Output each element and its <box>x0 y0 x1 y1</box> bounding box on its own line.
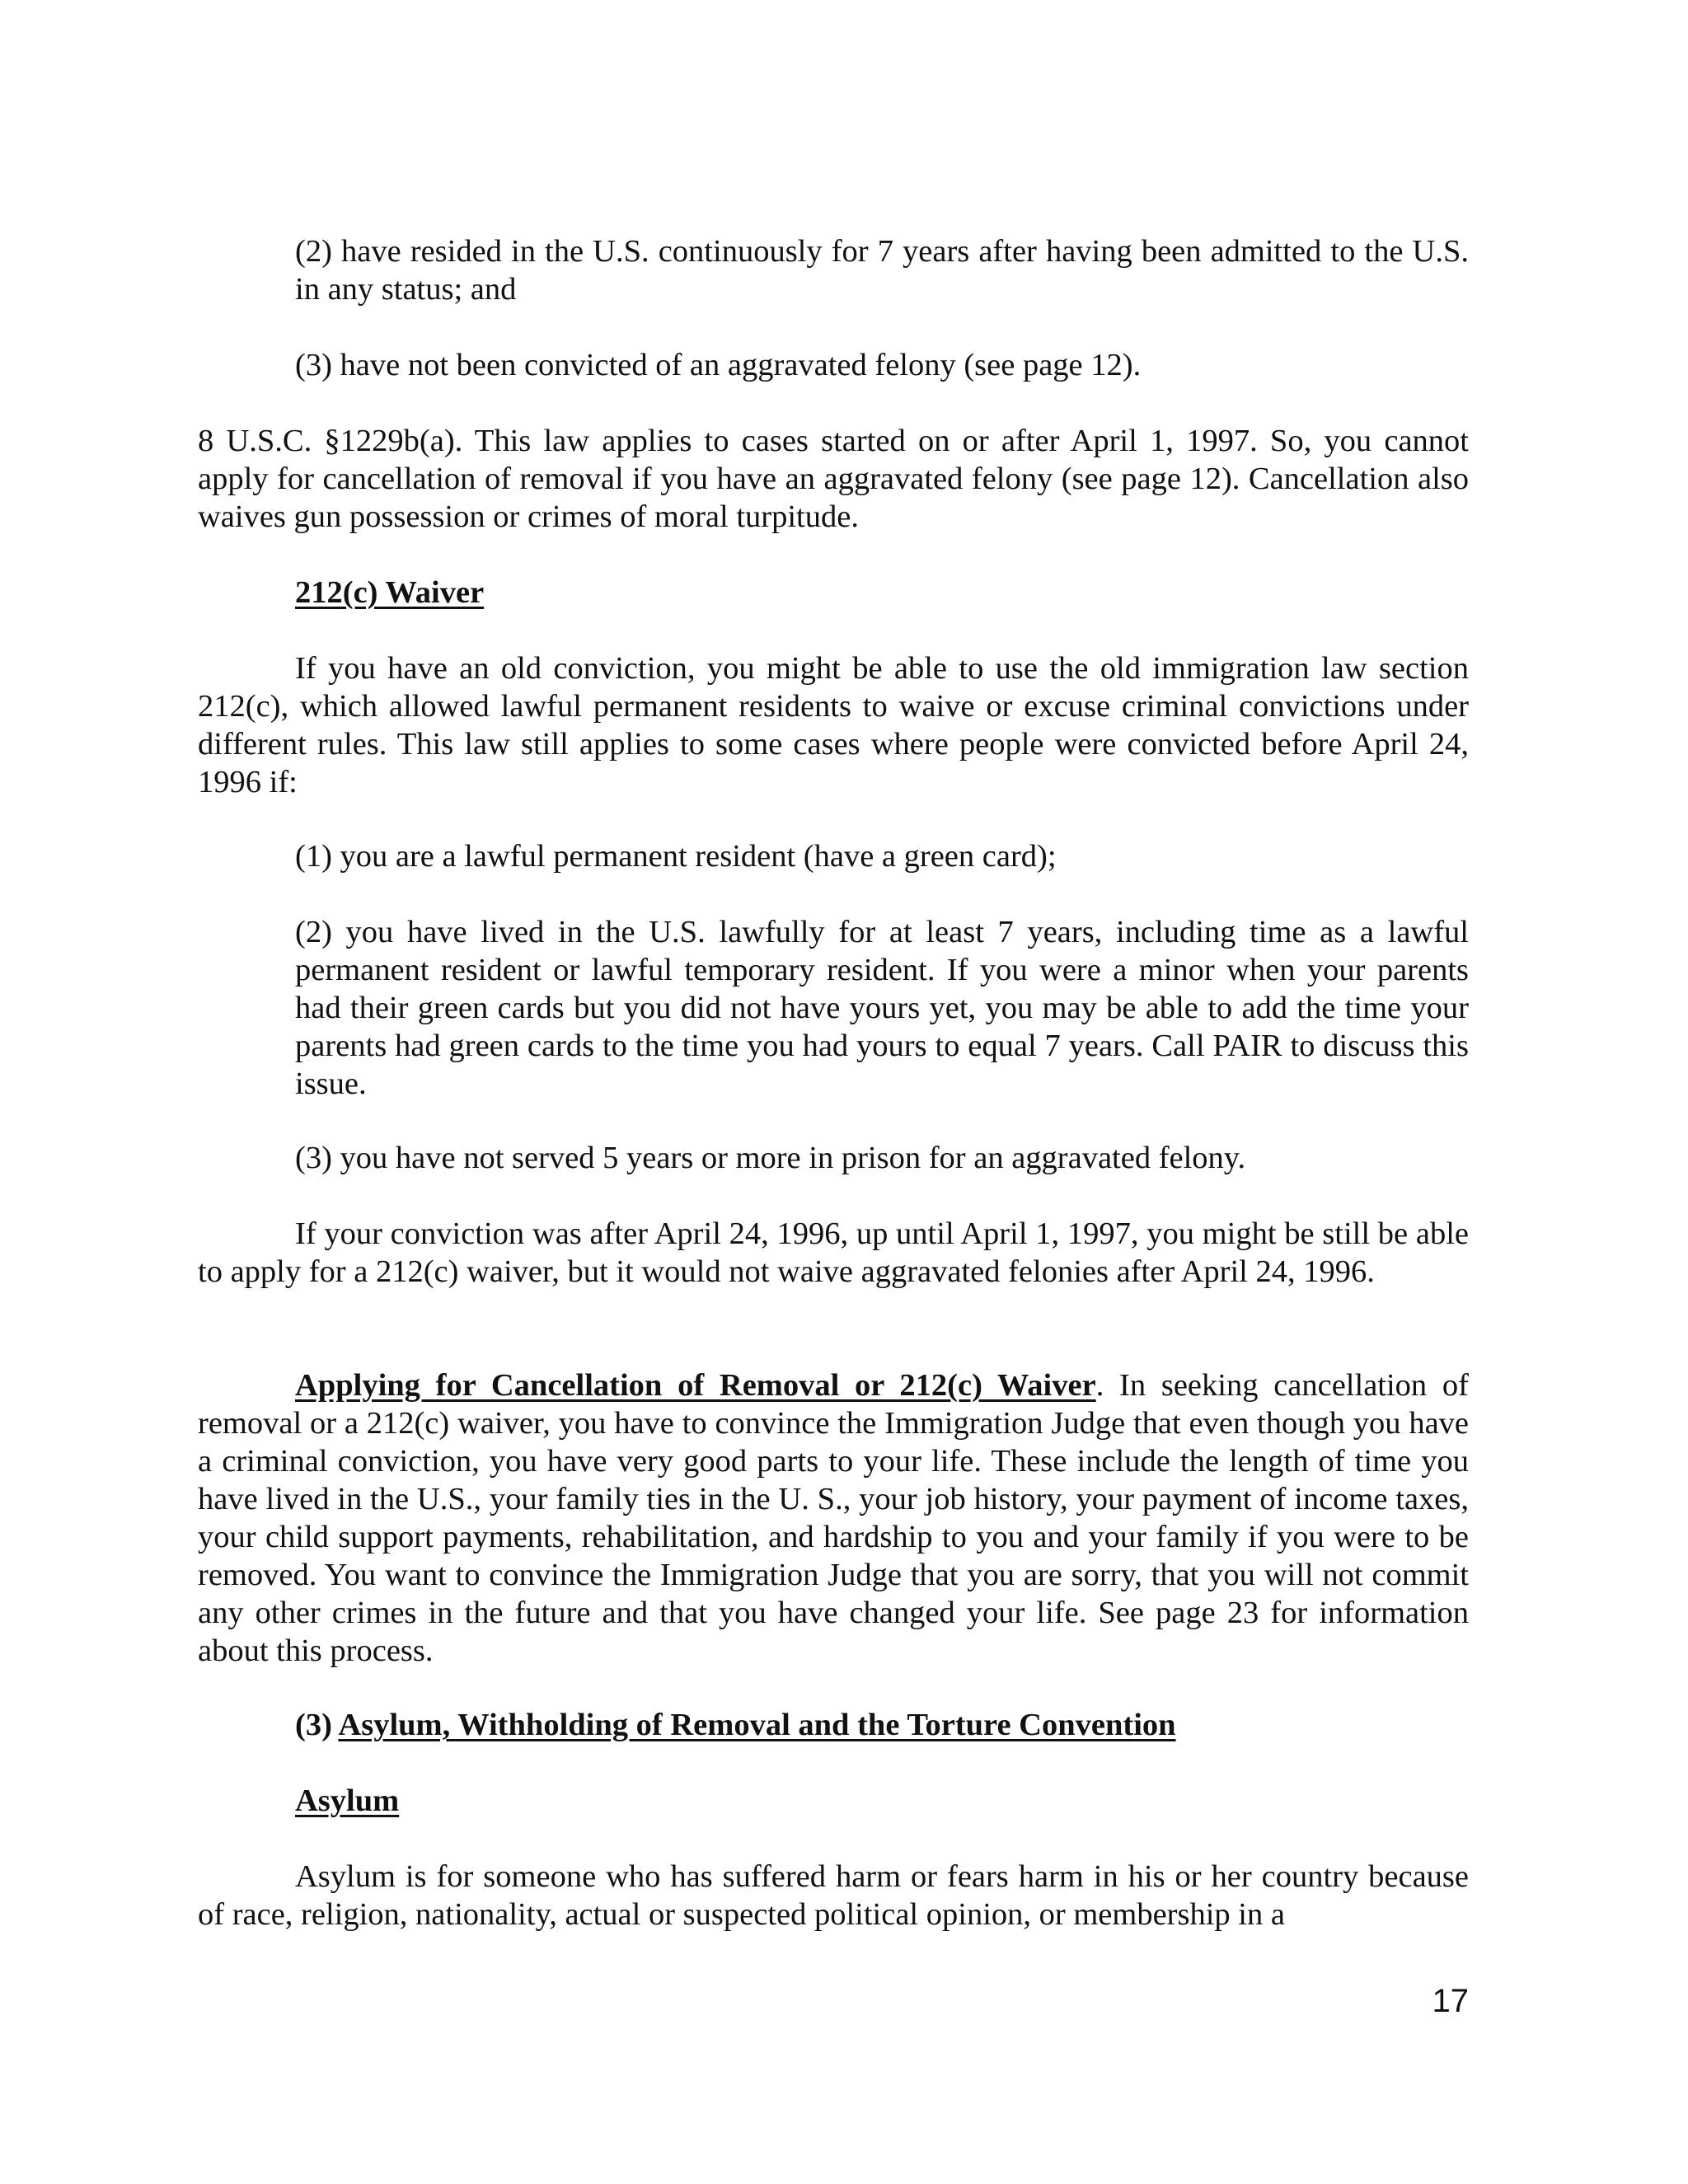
section-heading-212c-waiver: 212(c) Waiver <box>295 575 485 610</box>
applying-body: . In seeking cancellation of removal or a 212(c) waiver, you have to convince the Immigration Judge that even though you have a criminal conviction, you have very good parts to your life. These include the length of time you have lived in the U.S., your family ties in the U. S., your job history, your payment of income taxes, your child support payments, rehabilitation, and hardship to you and your family if you were to be removed. You want to convince the Immigration Judge that you are sorry, that you will not commit any other crimes in the future and that you have changed your life. See page 23 for information about this process. <box>198 1368 1469 1668</box>
section-title: Asylum, Withholding of Removal and the Torture Convention <box>338 1708 1176 1742</box>
paragraph-after-1996: If your conviction was after April 24, 1996, up until April 1, 1997, you might be still be able to apply for a 212(c) waiver, but it would not waive aggravated felonies after April 24, 1996. <box>198 1216 1469 1289</box>
paragraph-asylum: Asylum is for someone who has suffered harm or fears harm in his or her country because of race, religion, nationality, actual or suspected political opinion, or membership in a <box>198 1859 1469 1932</box>
subheading-asylum: Asylum <box>295 1783 400 1818</box>
list-item-212c-1: (1) you are a lawful permanent resident (have a green card); <box>295 839 1057 874</box>
requirement-item-3: (3) have not been convicted of an aggravated felony (see page 12). <box>295 348 1142 382</box>
list-item-212c-3: (3) you have not served 5 years or more in prison for an aggravated felony. <box>295 1141 1246 1175</box>
page-number: 17 <box>1432 1983 1469 2019</box>
paragraph-applying <box>198 1366 1469 1670</box>
paragraph-212c-intro: If you have an old conviction, you might be able to use the old immigration law section 212(c), which allowed lawful permanent residents to waive or excuse criminal convictions under different rules. This law still applies to some cases where people were convicted before April 24, 1996 if: <box>198 651 1469 799</box>
requirement-item-2: (2) have resided in the U.S. continuously for 7 years after having been admitted to the U.S. in any status; and <box>295 234 1469 307</box>
section-number: (3) <box>295 1708 339 1742</box>
statute-citation-paragraph: 8 U.S.C. §1229b(a). This law applies to cases started on or after April 1, 1997. So, you cannot apply for cancellation of removal if you have an aggravated felony (see page 12). Cancellation also waives gun possession or crimes of moral turpitude. <box>198 424 1469 534</box>
list-item-212c-2: (2) you have lived in the U.S. lawfully for at least 7 years, including time as a lawful permanent resident or lawful temporary resident. If you were a minor when your parents had their green cards but you did not have yours yet, you may be able to add the time your parents had green cards to the time you had yours to equal 7 years. Call PAIR to discuss this issue. <box>295 915 1469 1101</box>
applying-heading: Applying for Cancellation of Removal or 212(c) Waiver <box>295 1368 1096 1403</box>
section-heading-asylum-withholding <box>295 1706 1469 1744</box>
